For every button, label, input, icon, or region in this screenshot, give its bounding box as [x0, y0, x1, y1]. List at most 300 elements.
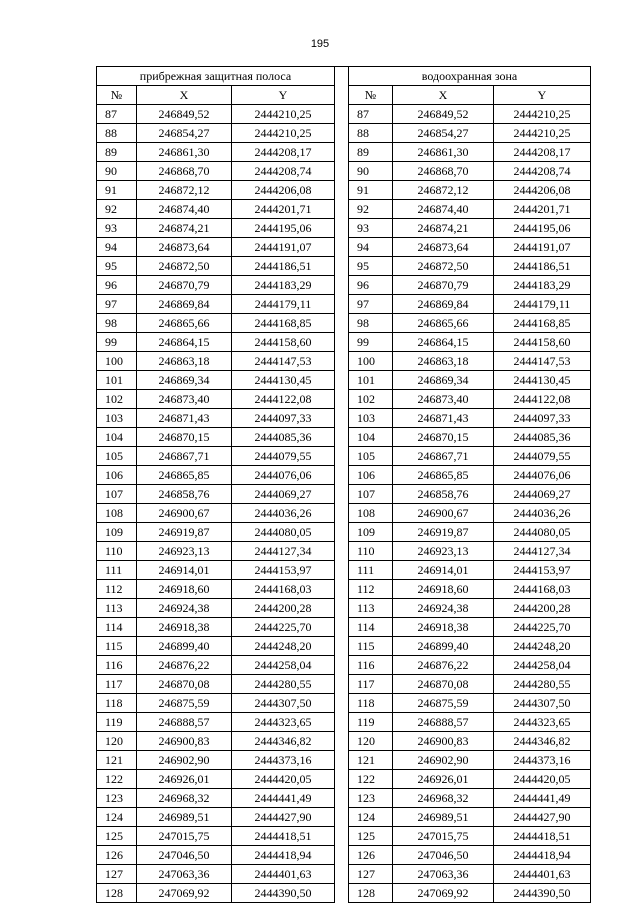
right-y-coordinate: 2444153,97 [494, 561, 591, 580]
left-x-coordinate: 246924,38 [137, 599, 232, 618]
right-y-coordinate: 2444069,27 [494, 485, 591, 504]
right-x-coordinate: 246900,83 [393, 732, 494, 751]
right-x-coordinate: 246918,38 [393, 618, 494, 637]
right-point-number: 100 [349, 352, 393, 371]
left-x-coordinate: 246870,08 [137, 675, 232, 694]
left-point-number: 92 [97, 200, 137, 219]
left-y-coordinate: 2444168,03 [232, 580, 335, 599]
left-point-number: 124 [97, 808, 137, 827]
left-point-number: 87 [97, 105, 137, 124]
left-y-coordinate: 2444373,16 [232, 751, 335, 770]
right-point-number: 126 [349, 846, 393, 865]
right-x-coordinate: 246870,15 [393, 428, 494, 447]
left-y-coordinate: 2444085,36 [232, 428, 335, 447]
left-table-row [97, 504, 335, 523]
left-x-coordinate: 246968,32 [137, 789, 232, 808]
left-x-coordinate: 246867,71 [137, 447, 232, 466]
right-x-coordinate: 247046,50 [393, 846, 494, 865]
right-y-coordinate: 2444179,11 [494, 295, 591, 314]
right-x-coordinate: 246864,15 [393, 333, 494, 352]
left-x-coordinate: 246876,22 [137, 656, 232, 675]
right-x-coordinate: 246870,08 [393, 675, 494, 694]
left-point-number: 89 [97, 143, 137, 162]
left-table-row [97, 447, 335, 466]
left-table-row [97, 732, 335, 751]
right-table-row [349, 808, 591, 827]
table-separator [334, 66, 348, 844]
left-point-number: 110 [97, 542, 137, 561]
right-x-coordinate: 246926,01 [393, 770, 494, 789]
left-y-coordinate: 2444418,51 [232, 827, 335, 846]
right-point-number: 128 [349, 884, 393, 903]
right-point-number: 121 [349, 751, 393, 770]
right-point-number: 125 [349, 827, 393, 846]
left-table-row [97, 390, 335, 409]
right-table-row [349, 675, 591, 694]
left-point-number: 118 [97, 694, 137, 713]
left-table-row [97, 200, 335, 219]
left-y-coordinate: 2444441,49 [232, 789, 335, 808]
left-y-coordinate: 2444079,55 [232, 447, 335, 466]
left-y-coordinate: 2444208,74 [232, 162, 335, 181]
right-point-number: 94 [349, 238, 393, 257]
right-point-number: 104 [349, 428, 393, 447]
left-table-row [97, 238, 335, 257]
left-point-number: 117 [97, 675, 137, 694]
left-y-coordinate: 2444130,45 [232, 371, 335, 390]
right-point-number: 109 [349, 523, 393, 542]
right-y-coordinate: 2444168,85 [494, 314, 591, 333]
left-x-coordinate: 246870,15 [137, 428, 232, 447]
left-point-number: 123 [97, 789, 137, 808]
right-y-coordinate: 2444210,25 [494, 124, 591, 143]
right-table-row [349, 447, 591, 466]
right-y-coordinate: 2444195,06 [494, 219, 591, 238]
right-y-coordinate: 2444036,26 [494, 504, 591, 523]
right-y-coordinate: 2444441,49 [494, 789, 591, 808]
right-y-coordinate: 2444168,03 [494, 580, 591, 599]
left-point-number: 94 [97, 238, 137, 257]
left-x-coordinate: 246865,85 [137, 466, 232, 485]
right-x-coordinate: 246918,60 [393, 580, 494, 599]
right-point-number: 96 [349, 276, 393, 295]
left-table-row [97, 466, 335, 485]
right-point-number: 98 [349, 314, 393, 333]
left-point-number: 101 [97, 371, 137, 390]
right-x-coordinate: 246849,52 [393, 105, 494, 124]
right-point-number: 122 [349, 770, 393, 789]
right-table-row [349, 352, 591, 371]
left-x-coordinate: 246902,90 [137, 751, 232, 770]
left-y-coordinate: 2444390,50 [232, 884, 335, 903]
left-y-coordinate: 2444069,27 [232, 485, 335, 504]
right-x-coordinate: 247015,75 [393, 827, 494, 846]
right-point-number: 106 [349, 466, 393, 485]
right-x-coordinate: 246876,22 [393, 656, 494, 675]
left-x-coordinate: 246868,70 [137, 162, 232, 181]
left-point-number: 120 [97, 732, 137, 751]
right-point-number: 112 [349, 580, 393, 599]
left-table-row [97, 276, 335, 295]
right-table-title: водоохранная зона [349, 67, 591, 86]
right-y-coordinate: 2444200,28 [494, 599, 591, 618]
left-x-coordinate: 246873,64 [137, 238, 232, 257]
left-point-number: 112 [97, 580, 137, 599]
left-table-row [97, 713, 335, 732]
left-y-coordinate: 2444080,05 [232, 523, 335, 542]
right-x-coordinate: 246868,70 [393, 162, 494, 181]
right-y-coordinate: 2444248,20 [494, 637, 591, 656]
left-header-x: X [137, 86, 232, 105]
left-table-row [97, 352, 335, 371]
left-table-row [97, 789, 335, 808]
left-table-row [97, 523, 335, 542]
left-x-coordinate: 246872,12 [137, 181, 232, 200]
right-table-row [349, 580, 591, 599]
left-point-number: 98 [97, 314, 137, 333]
right-point-number: 95 [349, 257, 393, 276]
left-x-coordinate: 246875,59 [137, 694, 232, 713]
right-x-coordinate: 246874,40 [393, 200, 494, 219]
right-x-coordinate: 247069,92 [393, 884, 494, 903]
right-y-coordinate: 2444080,05 [494, 523, 591, 542]
left-y-coordinate: 2444076,06 [232, 466, 335, 485]
right-point-number: 91 [349, 181, 393, 200]
left-table-row [97, 808, 335, 827]
right-x-coordinate: 246873,64 [393, 238, 494, 257]
right-point-number: 103 [349, 409, 393, 428]
left-table-row [97, 162, 335, 181]
left-point-number: 107 [97, 485, 137, 504]
right-y-coordinate: 2444418,51 [494, 827, 591, 846]
right-x-coordinate: 246861,30 [393, 143, 494, 162]
right-table-row [349, 770, 591, 789]
right-table-row [349, 694, 591, 713]
left-x-coordinate: 247069,92 [137, 884, 232, 903]
right-y-coordinate: 2444158,60 [494, 333, 591, 352]
right-point-number: 124 [349, 808, 393, 827]
right-y-coordinate: 2444418,94 [494, 846, 591, 865]
left-x-coordinate: 246914,01 [137, 561, 232, 580]
left-point-number: 125 [97, 827, 137, 846]
left-y-coordinate: 2444210,25 [232, 105, 335, 124]
left-y-coordinate: 2444191,07 [232, 238, 335, 257]
right-point-number: 93 [349, 219, 393, 238]
left-x-coordinate: 246899,40 [137, 637, 232, 656]
left-table-row [97, 751, 335, 770]
left-x-coordinate: 246854,27 [137, 124, 232, 143]
left-x-coordinate: 246871,43 [137, 409, 232, 428]
right-x-coordinate: 246900,67 [393, 504, 494, 523]
left-table-row [97, 257, 335, 276]
left-y-coordinate: 2444225,70 [232, 618, 335, 637]
left-point-number: 104 [97, 428, 137, 447]
left-point-number: 114 [97, 618, 137, 637]
left-x-coordinate: 247015,75 [137, 827, 232, 846]
right-x-coordinate: 246899,40 [393, 637, 494, 656]
left-point-number: 90 [97, 162, 137, 181]
left-point-number: 115 [97, 637, 137, 656]
right-point-number: 97 [349, 295, 393, 314]
left-header-y: Y [232, 86, 335, 105]
right-y-coordinate: 2444280,55 [494, 675, 591, 694]
left-x-coordinate: 246888,57 [137, 713, 232, 732]
left-table-row [97, 599, 335, 618]
right-y-coordinate: 2444147,53 [494, 352, 591, 371]
right-table-row [349, 637, 591, 656]
left-x-coordinate: 246918,60 [137, 580, 232, 599]
right-y-coordinate: 2444208,74 [494, 162, 591, 181]
right-table-row [349, 409, 591, 428]
left-table-row [97, 618, 335, 637]
left-point-number: 127 [97, 865, 137, 884]
right-y-coordinate: 2444390,50 [494, 884, 591, 903]
left-point-number: 103 [97, 409, 137, 428]
right-point-number: 89 [349, 143, 393, 162]
right-table-row [349, 865, 591, 884]
left-point-number: 122 [97, 770, 137, 789]
left-table-row [97, 314, 335, 333]
left-x-coordinate: 246861,30 [137, 143, 232, 162]
left-table-row [97, 770, 335, 789]
left-header-number: № [97, 86, 137, 105]
left-coordinates-table [96, 66, 335, 903]
left-table-row [97, 865, 335, 884]
right-y-coordinate: 2444191,07 [494, 238, 591, 257]
right-point-number: 107 [349, 485, 393, 504]
left-table-row [97, 219, 335, 238]
left-table-row [97, 884, 335, 903]
right-point-number: 108 [349, 504, 393, 523]
right-table-row [349, 523, 591, 542]
left-y-coordinate: 2444168,85 [232, 314, 335, 333]
right-y-coordinate: 2444085,36 [494, 428, 591, 447]
left-x-coordinate: 246923,13 [137, 542, 232, 561]
right-table-row [349, 713, 591, 732]
right-point-number: 99 [349, 333, 393, 352]
right-x-coordinate: 246873,40 [393, 390, 494, 409]
left-point-number: 96 [97, 276, 137, 295]
left-table-row [97, 409, 335, 428]
right-table-row [349, 656, 591, 675]
left-point-number: 108 [97, 504, 137, 523]
left-y-coordinate: 2444036,26 [232, 504, 335, 523]
left-x-coordinate: 246849,52 [137, 105, 232, 124]
left-point-number: 102 [97, 390, 137, 409]
right-x-coordinate: 246968,32 [393, 789, 494, 808]
right-y-coordinate: 2444127,34 [494, 542, 591, 561]
right-y-coordinate: 2444210,25 [494, 105, 591, 124]
left-y-coordinate: 2444201,71 [232, 200, 335, 219]
left-x-coordinate: 246926,01 [137, 770, 232, 789]
right-table-row [349, 618, 591, 637]
right-x-coordinate: 246865,85 [393, 466, 494, 485]
left-y-coordinate: 2444200,28 [232, 599, 335, 618]
left-table-row [97, 694, 335, 713]
left-table-row [97, 846, 335, 865]
right-table-row [349, 200, 591, 219]
right-y-coordinate: 2444076,06 [494, 466, 591, 485]
right-table-row [349, 504, 591, 523]
left-x-coordinate: 246874,21 [137, 219, 232, 238]
right-table-row [349, 428, 591, 447]
left-y-coordinate: 2444195,06 [232, 219, 335, 238]
left-x-coordinate: 246989,51 [137, 808, 232, 827]
right-x-coordinate: 246888,57 [393, 713, 494, 732]
left-y-coordinate: 2444206,08 [232, 181, 335, 200]
left-y-coordinate: 2444210,25 [232, 124, 335, 143]
right-y-coordinate: 2444130,45 [494, 371, 591, 390]
left-point-number: 91 [97, 181, 137, 200]
right-y-coordinate: 2444225,70 [494, 618, 591, 637]
right-x-coordinate: 246858,76 [393, 485, 494, 504]
right-x-coordinate: 246871,43 [393, 409, 494, 428]
right-y-coordinate: 2444258,04 [494, 656, 591, 675]
right-table-row [349, 884, 591, 903]
right-point-number: 119 [349, 713, 393, 732]
left-table-row [97, 333, 335, 352]
right-x-coordinate: 246869,84 [393, 295, 494, 314]
left-y-coordinate: 2444186,51 [232, 257, 335, 276]
right-coordinates-table [348, 66, 591, 903]
left-y-coordinate: 2444158,60 [232, 333, 335, 352]
right-table-row [349, 333, 591, 352]
right-y-coordinate: 2444401,63 [494, 865, 591, 884]
left-point-number: 109 [97, 523, 137, 542]
right-point-number: 114 [349, 618, 393, 637]
right-table-row [349, 827, 591, 846]
left-table-row [97, 428, 335, 447]
left-table-row [97, 561, 335, 580]
right-table-row [349, 789, 591, 808]
left-point-number: 105 [97, 447, 137, 466]
right-table-row [349, 599, 591, 618]
right-table-row [349, 542, 591, 561]
left-x-coordinate: 246918,38 [137, 618, 232, 637]
left-x-coordinate: 246858,76 [137, 485, 232, 504]
right-point-number: 115 [349, 637, 393, 656]
left-x-coordinate: 246919,87 [137, 523, 232, 542]
left-y-coordinate: 2444097,33 [232, 409, 335, 428]
right-x-coordinate: 246865,66 [393, 314, 494, 333]
right-table-row [349, 314, 591, 333]
right-table-row [349, 751, 591, 770]
left-table-row [97, 124, 335, 143]
left-table-row [97, 675, 335, 694]
right-x-coordinate: 246875,59 [393, 694, 494, 713]
left-y-coordinate: 2444153,97 [232, 561, 335, 580]
right-table-row [349, 105, 591, 124]
right-point-number: 101 [349, 371, 393, 390]
left-point-number: 93 [97, 219, 137, 238]
right-point-number: 87 [349, 105, 393, 124]
right-point-number: 105 [349, 447, 393, 466]
right-table-row [349, 219, 591, 238]
left-y-coordinate: 2444183,29 [232, 276, 335, 295]
right-x-coordinate: 247063,36 [393, 865, 494, 884]
left-y-coordinate: 2444147,53 [232, 352, 335, 371]
left-y-coordinate: 2444127,34 [232, 542, 335, 561]
right-x-coordinate: 246989,51 [393, 808, 494, 827]
left-table-row [97, 143, 335, 162]
left-y-coordinate: 2444418,94 [232, 846, 335, 865]
left-table-row [97, 542, 335, 561]
left-x-coordinate: 246865,66 [137, 314, 232, 333]
right-point-number: 123 [349, 789, 393, 808]
right-x-coordinate: 246872,50 [393, 257, 494, 276]
left-point-number: 128 [97, 884, 137, 903]
right-x-coordinate: 246924,38 [393, 599, 494, 618]
left-x-coordinate: 246869,84 [137, 295, 232, 314]
left-x-coordinate: 246872,50 [137, 257, 232, 276]
left-x-coordinate: 246900,67 [137, 504, 232, 523]
right-header-y: Y [494, 86, 591, 105]
right-point-number: 120 [349, 732, 393, 751]
left-y-coordinate: 2444427,90 [232, 808, 335, 827]
left-x-coordinate: 246870,79 [137, 276, 232, 295]
right-x-coordinate: 246869,34 [393, 371, 494, 390]
left-y-coordinate: 2444323,65 [232, 713, 335, 732]
left-y-coordinate: 2444248,20 [232, 637, 335, 656]
left-x-coordinate: 246864,15 [137, 333, 232, 352]
left-point-number: 88 [97, 124, 137, 143]
right-x-coordinate: 246874,21 [393, 219, 494, 238]
left-point-number: 111 [97, 561, 137, 580]
right-x-coordinate: 246872,12 [393, 181, 494, 200]
left-point-number: 126 [97, 846, 137, 865]
left-point-number: 121 [97, 751, 137, 770]
right-point-number: 90 [349, 162, 393, 181]
left-point-number: 97 [97, 295, 137, 314]
left-point-number: 116 [97, 656, 137, 675]
left-table-row [97, 580, 335, 599]
left-point-number: 95 [97, 257, 137, 276]
right-y-coordinate: 2444323,65 [494, 713, 591, 732]
left-point-number: 100 [97, 352, 137, 371]
left-table-row [97, 485, 335, 504]
right-x-coordinate: 246867,71 [393, 447, 494, 466]
right-table-row [349, 485, 591, 504]
right-point-number: 102 [349, 390, 393, 409]
left-y-coordinate: 2444401,63 [232, 865, 335, 884]
right-x-coordinate: 246914,01 [393, 561, 494, 580]
right-y-coordinate: 2444097,33 [494, 409, 591, 428]
right-y-coordinate: 2444427,90 [494, 808, 591, 827]
left-x-coordinate: 246900,83 [137, 732, 232, 751]
right-table-row [349, 732, 591, 751]
right-point-number: 113 [349, 599, 393, 618]
left-y-coordinate: 2444420,05 [232, 770, 335, 789]
right-x-coordinate: 246923,13 [393, 542, 494, 561]
left-x-coordinate: 247063,36 [137, 865, 232, 884]
left-y-coordinate: 2444307,50 [232, 694, 335, 713]
left-point-number: 106 [97, 466, 137, 485]
left-table-row [97, 105, 335, 124]
left-x-coordinate: 246873,40 [137, 390, 232, 409]
right-y-coordinate: 2444079,55 [494, 447, 591, 466]
right-x-coordinate: 246863,18 [393, 352, 494, 371]
right-y-coordinate: 2444206,08 [494, 181, 591, 200]
right-point-number: 88 [349, 124, 393, 143]
right-table-row [349, 295, 591, 314]
left-point-number: 113 [97, 599, 137, 618]
left-y-coordinate: 2444346,82 [232, 732, 335, 751]
right-table-row [349, 181, 591, 200]
right-y-coordinate: 2444346,82 [494, 732, 591, 751]
left-table-row [97, 295, 335, 314]
left-table-title: прибрежная защитная полоса [97, 67, 335, 86]
right-x-coordinate: 246902,90 [393, 751, 494, 770]
